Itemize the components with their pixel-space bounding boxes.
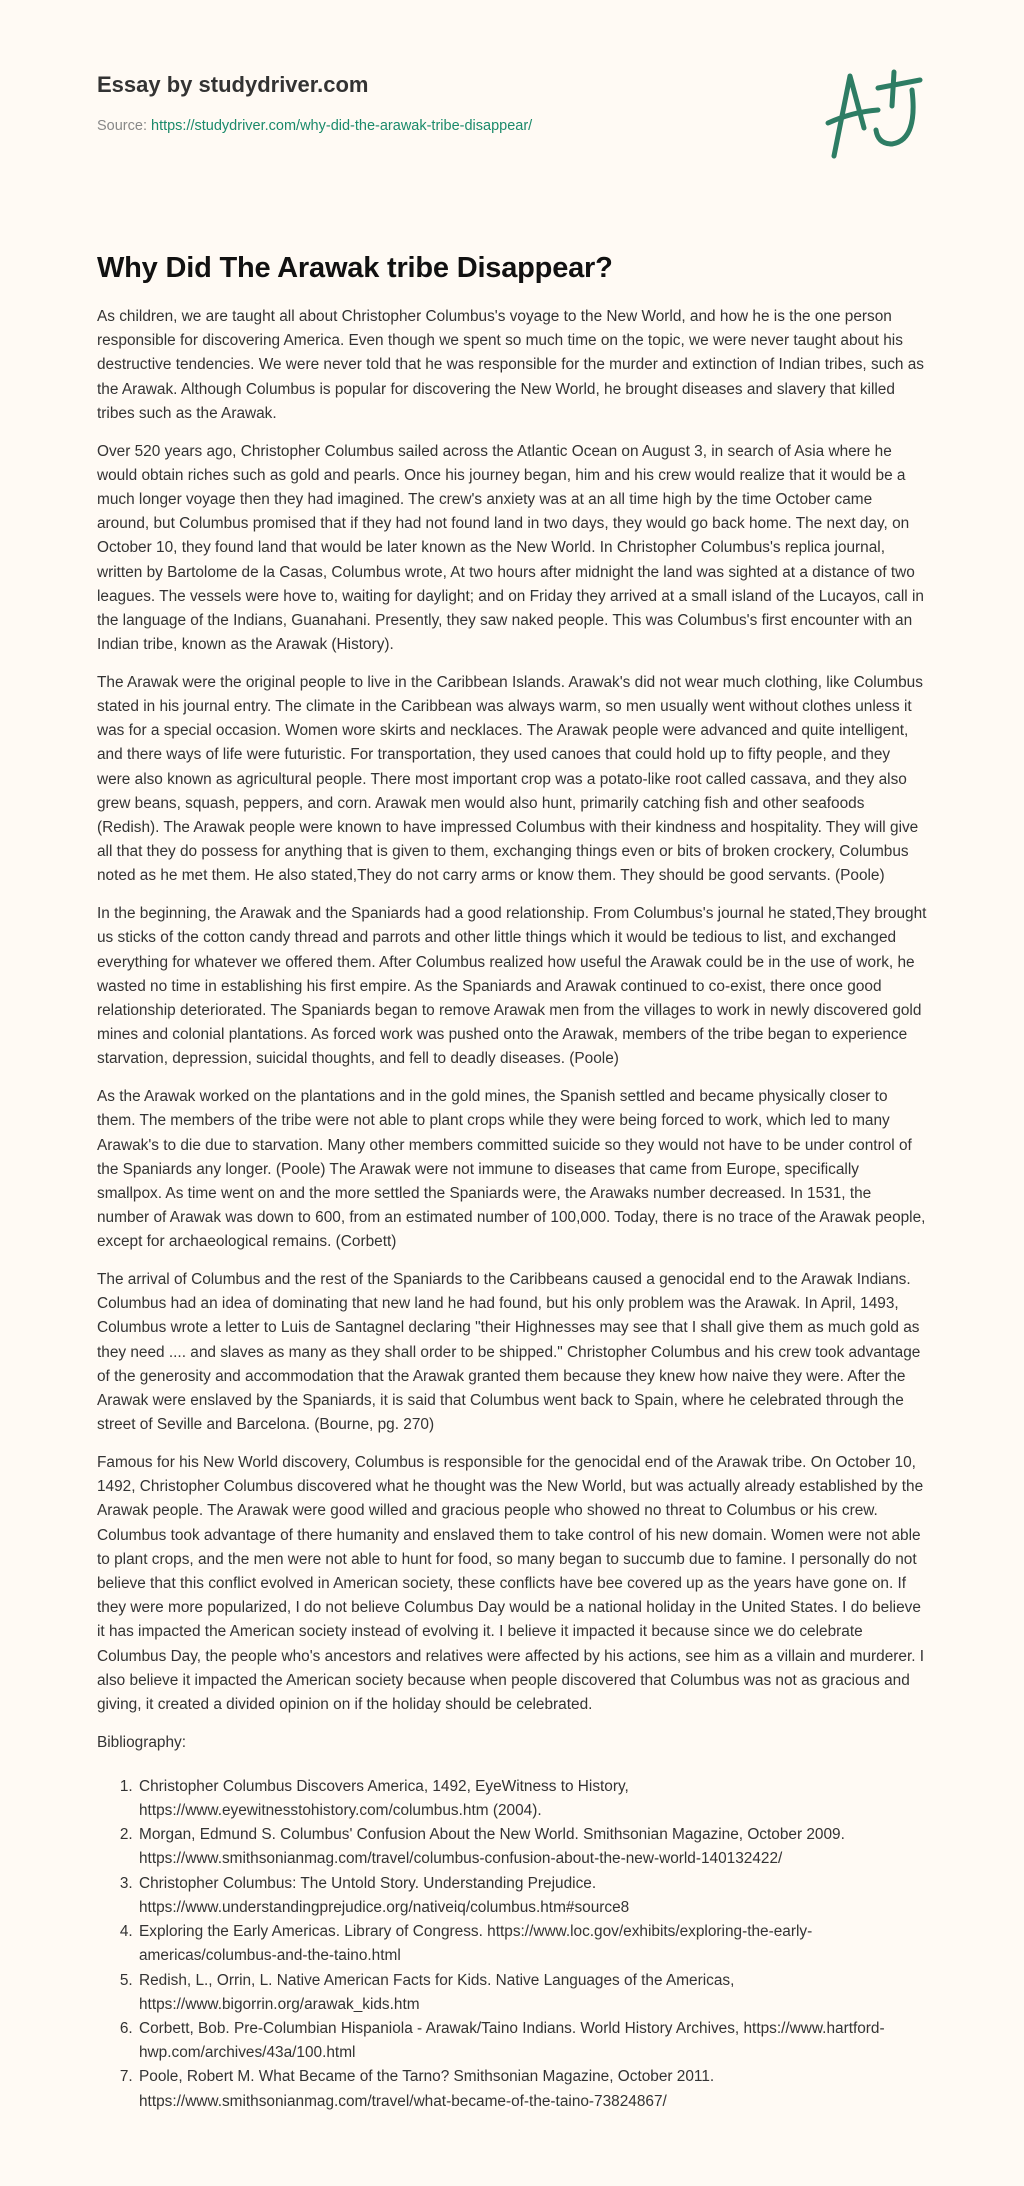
a-plus-logo-icon <box>822 68 932 168</box>
page-title: Why Did The Arawak tribe Disappear? <box>97 252 613 284</box>
bibliography-heading: Bibliography: <box>97 1733 186 1751</box>
brand-title: Essay by studydriver.com <box>97 72 369 97</box>
source-link[interactable]: https://studydriver.com/why-did-the-arawak-tribe-disappear/ <box>151 118 533 134</box>
source-line <box>97 118 927 134</box>
bibliography-item: 7. Poole, Robert M. What Became of the Tarno? Smithsonian Magazine, October 2011. https://www.smithsonianmag.com/travel/what-became-of-the-taino-73824867/ <box>137 2065 927 2113</box>
bibliography-item: 4. Exploring the Early Americas. Library of Congress. https://www.loc.gov/exhibits/exploring-the-early-americas/columbus-and-the-taino.html <box>137 1920 927 1968</box>
paragraph: As the Arawak worked on the plantations and in the gold mines, the Spanish settled and became physically closer to them. The members of the tribe were not able to plant crops while they were being forced to work, which led to many Arawak's to die due to starvation. Many other members committed suicide so they would not have to be under control of the Spaniards any longer. (Poole) The Arawak were not immune to diseases that came from Europe, specifically smallpox. As time went on and the more settled the Spaniards were, the Arawaks number decreased. In 1531, the number of Arawak was down to 600, from an estimated number of 100,000. Today, there is no trace of the Arawak people, except for archaeological remains. (Corbett) <box>97 1088 926 1251</box>
paragraph: Famous for his New World discovery, Columbus is responsible for the genocidal end of the Arawak tribe. On October 10, 1492, Christopher Columbus discovered what he thought was the New World, but was actually already established by the Arawak people. The Arawak were good willed and gracious people who showed no threat to Columbus or his crew. Columbus took advantage of there humanity and enslaved them to take control of his new domain. Women were not able to plant crops, and the men were not able to hunt for food, so many began to succumb due to famine. I personally do not believe that this conflict evolved in American society, these conflicts have bee covered up as the years have gone on. If they were more popularized, I do not believe Columbus Day would be a national holiday in the United States. I do believe it has impacted the American society instead of evolving it. I believe it impacted it because since we do celebrate Columbus Day, the people who's ancestors and relatives were affected by his actions, see him as a villain and murderer. I also believe it impacted the American society because when people discovered that Columbus was not as gracious and giving, it created a divided opinion on if the holiday should be celebrated. <box>97 1453 925 1713</box>
bibliography-list <box>97 1775 927 2114</box>
bibliography-item: 2. Morgan, Edmund S. Columbus' Confusion About the New World. Smithsonian Magazine, October 2009. https://www.smithsonianmag.com/travel/columbus-confusion-about-the-new-world-140132422/ <box>137 1823 927 1871</box>
source-label: Source: <box>97 118 151 134</box>
bibliography-item: 6. Corbett, Bob. Pre-Columbian Hispaniola - Arawak/Taino Indians. World History Archives, https://www.hartford-hwp.com/archives/43a/100.html <box>137 2017 927 2065</box>
essay-body <box>97 252 927 2114</box>
paragraph: Over 520 years ago, Christopher Columbus sailed across the Atlantic Ocean on August 3, in search of Asia where he would obtain riches such as gold and pearls. Once his journey began, him and his crew would realize that it would be a much longer voyage then they had imagined. The crew's anxiety was at an all time high by the time October came around, but Columbus promised that if they had not found land in two days, they would go back home. The next day, on October 10, they found land that would be later known as the New World. In Christopher Columbus's replica journal, written by Bartolome de la Casas, Columbus wrote, At two hours after midnight the land was sighted at a distance of two leagues. The vessels were hove to, waiting for daylight; and on Friday they arrived at a small island of the Lucayos, call in the language of the Indians, Guanahani. Presently, they saw naked people. This was Columbus's first encounter with an Indian tribe, known as the Arawak (History). <box>97 442 924 654</box>
paragraph: As children, we are taught all about Christopher Columbus's voyage to the New World, and how he is the one person responsible for discovering America. Even though we spent so much time on the topic, we were never taught about his destructive tendencies. We were never told that he was responsible for the murder and extinction of Indian tribes, such as the Arawak. Although Columbus is popular for discovering the New World, he brought diseases and slavery that killed tribes such as the Arawak. <box>97 308 924 422</box>
bibliography-item: 3. Christopher Columbus: The Untold Story. Understanding Prejudice. https://www.understandingprejudice.org/nativeiq/columbus.htm#source8 <box>137 1872 927 1920</box>
paragraph: In the beginning, the Arawak and the Spaniards had a good relationship. From Columbus's journal he stated,They brought us sticks of the cotton candy thread and parrots and other little things which it would be tedious to list, and exchanged everything for whatever we offered them. After Columbus realized how useful the Arawak could be in the use of work, he wasted no time in establishing his first empire. As the Spaniards and Arawak continued to co-exist, there once good relationship deteriorated. The Spaniards began to remove Arawak men from the villages to work in newly discovered gold mines and colonial plantations. As forced work was pushed onto the Arawak, members of the tribe began to experience starvation, depression, suicidal thoughts, and fell to deadly diseases. (Poole) <box>97 905 927 1068</box>
bibliography-item: 5. Redish, L., Orrin, L. Native American Facts for Kids. Native Languages of the Americas, https://www.bigorrin.org/arawak_kids.htm <box>137 1969 927 2017</box>
paragraph: The arrival of Columbus and the rest of the Spaniards to the Caribbeans caused a genocidal end to the Arawak Indians. Columbus had an idea of dominating that new land he had found, but his only problem was the Arawak. In April, 1493, Columbus wrote a letter to Luis de Santagnel declaring "their Highnesses may see that I shall give them as much gold as they need .... and slaves as many as they shall order to be shipped." Christopher Columbus and his crew took advantage of the generosity and accommodation that the Arawak granted them because they knew how naive they were. After the Arawak were enslaved by the Spaniards, it is said that Columbus went back to Spain, where he celebrated through the street of Seville and Barcelona. (Bourne, pg. 270) <box>97 1271 921 1434</box>
essay-header <box>97 72 927 134</box>
paragraph: The Arawak were the original people to live in the Caribbean Islands. Arawak's did not wear much clothing, like Columbus stated in his journal entry. The climate in the Caribbean was always warm, so men usually went without clothes unless it was for a special occasion. Women wore skirts and necklaces. The Arawak people were advanced and quite intelligent, and there ways of life were futuristic. For transportation, they used canoes that could hold up to fifty people, and they were also known as agricultural people. There most important crop was a potato-like root called cassava, and they also grew beans, squash, peppers, and corn. Arawak men would also hunt, primarily catching fish and other seafoods (Redish). The Arawak people were known to have impressed Columbus with their kindness and hospitality. They will give all that they do possess for anything that is given to them, exchanging things even or bits of broken crockery, Columbus noted as he met them. He also stated,They do not carry arms or know them. They should be good servants. (Poole) <box>97 673 923 885</box>
bibliography-item: 1. Christopher Columbus Discovers America, 1492, EyeWitness to History, https://www.eyewitnesstohistory.com/columbus.htm (2004). <box>137 1775 927 1823</box>
